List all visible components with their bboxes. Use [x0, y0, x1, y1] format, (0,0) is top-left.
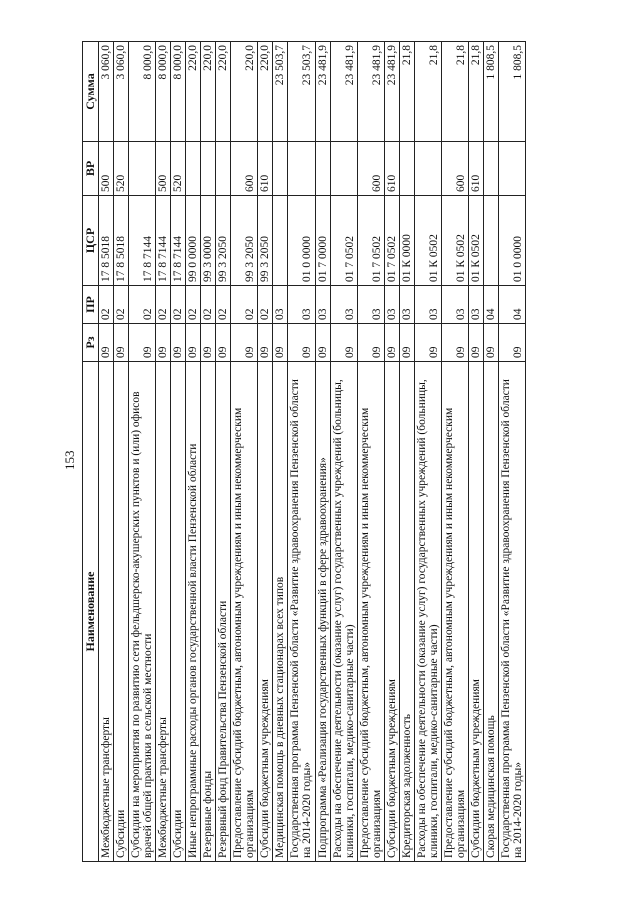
- cell-vr: 500: [155, 142, 170, 196]
- cell-sum: 23 503,7: [273, 42, 288, 142]
- cell-csr: 99 3 2050: [231, 196, 258, 286]
- cell-csr: 01 К 0502: [469, 196, 484, 286]
- table-row: [315, 42, 330, 862]
- cell-sum: 220,0: [216, 42, 231, 142]
- cell-pr: 02: [128, 286, 155, 324]
- cell-csr: 01 7 0502: [384, 196, 399, 286]
- cell-name: Иные непрограммные расходы органов государственной власти Пензенской области: [185, 362, 200, 862]
- header-csr: ЦСР: [83, 196, 99, 286]
- table-row: [216, 42, 231, 862]
- budget-table: [82, 41, 526, 862]
- table-row: [201, 42, 216, 862]
- cell-vr: [499, 142, 526, 196]
- cell-rz: 09: [384, 324, 399, 362]
- cell-rz: 09: [330, 324, 357, 362]
- cell-name: Субсидии на мероприятия по развитию сети фельдшерско-акушерских пунктов и (или) офисов врачей общей практики в сельской местности: [128, 362, 155, 862]
- cell-name: Предоставление субсидий бюджетным, автономным учреждениям и иным некоммерческим организациям: [357, 362, 384, 862]
- cell-sum: 23 503,7: [288, 42, 315, 142]
- table-row: [469, 42, 484, 862]
- cell-pr: 02: [98, 286, 113, 324]
- cell-name: Кредиторская задолженность: [399, 362, 414, 862]
- cell-rz: 09: [273, 324, 288, 362]
- cell-vr: [288, 142, 315, 196]
- cell-pr: 02: [201, 286, 216, 324]
- cell-pr: 02: [113, 286, 128, 324]
- header-pr: ПР: [83, 286, 99, 324]
- cell-name: Субсидии: [113, 362, 128, 862]
- cell-pr: 02: [216, 286, 231, 324]
- cell-csr: 99 3 2050: [216, 196, 231, 286]
- cell-rz: 09: [499, 324, 526, 362]
- table-header-row: [83, 42, 99, 862]
- table-row: [288, 42, 315, 862]
- header-sum: Сумма: [83, 42, 99, 142]
- cell-rz: 09: [185, 324, 200, 362]
- cell-rz: 09: [414, 324, 441, 362]
- cell-pr: 02: [170, 286, 185, 324]
- cell-vr: 520: [113, 142, 128, 196]
- cell-csr: 01 0 0000: [499, 196, 526, 286]
- cell-sum: 21,8: [469, 42, 484, 142]
- cell-sum: 21,8: [414, 42, 441, 142]
- cell-sum: 220,0: [258, 42, 273, 142]
- cell-csr: 17 8 5018: [113, 196, 128, 286]
- table-row: [442, 42, 469, 862]
- cell-pr: 03: [399, 286, 414, 324]
- cell-pr: 03: [442, 286, 469, 324]
- cell-vr: 600: [442, 142, 469, 196]
- cell-csr: 99 3 0000: [201, 196, 216, 286]
- cell-rz: 09: [98, 324, 113, 362]
- cell-pr: 02: [258, 286, 273, 324]
- cell-sum: 220,0: [185, 42, 200, 142]
- cell-rz: 09: [216, 324, 231, 362]
- cell-csr: 17 8 7144: [155, 196, 170, 286]
- cell-rz: 09: [128, 324, 155, 362]
- cell-pr: 03: [469, 286, 484, 324]
- cell-csr: [484, 196, 499, 286]
- cell-sum: 8 000,0: [155, 42, 170, 142]
- cell-name: Субсидии: [170, 362, 185, 862]
- cell-csr: 99 3 2050: [258, 196, 273, 286]
- cell-name: Межбюджетные трансферты: [155, 362, 170, 862]
- cell-name: Резервные фонды: [201, 362, 216, 862]
- cell-rz: 09: [170, 324, 185, 362]
- cell-pr: 04: [499, 286, 526, 324]
- cell-csr: 01 7 0000: [315, 196, 330, 286]
- cell-name: Медицинская помощь в дневных стационарах всех типов: [273, 362, 288, 862]
- cell-csr: 01 0 0000: [288, 196, 315, 286]
- cell-pr: 03: [357, 286, 384, 324]
- cell-sum: 1 808,5: [484, 42, 499, 142]
- cell-vr: 500: [98, 142, 113, 196]
- cell-pr: 03: [288, 286, 315, 324]
- cell-vr: 610: [384, 142, 399, 196]
- cell-csr: 01 К 0502: [442, 196, 469, 286]
- cell-sum: 220,0: [231, 42, 258, 142]
- cell-name: Скорая медицинская помощь: [484, 362, 499, 862]
- cell-vr: 520: [170, 142, 185, 196]
- cell-csr: 17 8 7144: [128, 196, 155, 286]
- cell-sum: 23 481,9: [330, 42, 357, 142]
- cell-sum: 21,8: [442, 42, 469, 142]
- cell-pr: 03: [273, 286, 288, 324]
- cell-sum: 8 000,0: [170, 42, 185, 142]
- cell-vr: [216, 142, 231, 196]
- cell-vr: 600: [231, 142, 258, 196]
- page-number: 153: [62, 450, 77, 470]
- cell-rz: 09: [288, 324, 315, 362]
- cell-csr: [273, 196, 288, 286]
- cell-vr: [128, 142, 155, 196]
- cell-sum: 3 060,0: [113, 42, 128, 142]
- cell-sum: 23 481,9: [384, 42, 399, 142]
- cell-rz: 09: [399, 324, 414, 362]
- cell-name: Субсидии бюджетным учреждениям: [384, 362, 399, 862]
- cell-name: Расходы на обеспечение деятельности (оказание услуг) государственных учреждений (больницы, клиники, госпитали, медико-санитарные части): [414, 362, 441, 862]
- header-name: Наименование: [83, 362, 99, 862]
- cell-sum: 3 060,0: [98, 42, 113, 142]
- table-row: [357, 42, 384, 862]
- table-row: [128, 42, 155, 862]
- cell-pr: 03: [330, 286, 357, 324]
- table-row: [231, 42, 258, 862]
- cell-rz: 09: [315, 324, 330, 362]
- table-row: [170, 42, 185, 862]
- header-vr: ВР: [83, 142, 99, 196]
- cell-vr: [315, 142, 330, 196]
- cell-name: Резервный фонд Правительства Пензенской области: [216, 362, 231, 862]
- cell-csr: 99 0 0000: [185, 196, 200, 286]
- cell-rz: 09: [231, 324, 258, 362]
- table-row: [185, 42, 200, 862]
- cell-vr: [484, 142, 499, 196]
- cell-pr: 03: [315, 286, 330, 324]
- cell-vr: [185, 142, 200, 196]
- table-row: [273, 42, 288, 862]
- cell-sum: 8 000,0: [128, 42, 155, 142]
- cell-name: Предоставление субсидий бюджетным, автономным учреждениям и иным некоммерческим организациям: [231, 362, 258, 862]
- cell-pr: 02: [155, 286, 170, 324]
- cell-csr: 01 К 0000: [399, 196, 414, 286]
- cell-sum: 21,8: [399, 42, 414, 142]
- header-rz: Рз: [83, 324, 99, 362]
- cell-rz: 09: [357, 324, 384, 362]
- table-row: [113, 42, 128, 862]
- table-row: [414, 42, 441, 862]
- cell-csr: 01 7 0502: [357, 196, 384, 286]
- cell-csr: 17 8 5018: [98, 196, 113, 286]
- cell-vr: 610: [258, 142, 273, 196]
- cell-vr: [399, 142, 414, 196]
- cell-name: Государственная программа Пензенской области «Развитие здравоохранения Пензенской области на 2014-2020 годы»: [288, 362, 315, 862]
- cell-sum: 23 481,9: [357, 42, 384, 142]
- cell-name: Субсидии бюджетным учреждениям: [258, 362, 273, 862]
- cell-rz: 09: [201, 324, 216, 362]
- cell-rz: 09: [155, 324, 170, 362]
- cell-name: Субсидии бюджетным учреждениям: [469, 362, 484, 862]
- cell-vr: [330, 142, 357, 196]
- cell-vr: [414, 142, 441, 196]
- cell-vr: [201, 142, 216, 196]
- cell-rz: 09: [258, 324, 273, 362]
- table-row: [399, 42, 414, 862]
- cell-rz: 09: [113, 324, 128, 362]
- table-row: [499, 42, 526, 862]
- cell-name: Подпрограмма «Реализация государственных функций в сфере здравоохранения»: [315, 362, 330, 862]
- cell-vr: 610: [469, 142, 484, 196]
- cell-vr: 600: [357, 142, 384, 196]
- cell-sum: 1 808,5: [499, 42, 526, 142]
- cell-pr: 02: [231, 286, 258, 324]
- cell-name: Расходы на обеспечение деятельности (оказание услуг) государственных учреждений (больницы, клиники, госпитали, медико-санитарные части): [330, 362, 357, 862]
- cell-sum: 23 481,9: [315, 42, 330, 142]
- table-row: [258, 42, 273, 862]
- cell-pr: 03: [384, 286, 399, 324]
- cell-rz: 09: [484, 324, 499, 362]
- table-row: [484, 42, 499, 862]
- cell-name: Предоставление субсидий бюджетным, автономным учреждениям и иным некоммерческим организациям: [442, 362, 469, 862]
- table-row: [155, 42, 170, 862]
- cell-name: Межбюджетные трансферты: [98, 362, 113, 862]
- cell-sum: 220,0: [201, 42, 216, 142]
- table-row: [98, 42, 113, 862]
- cell-rz: 09: [469, 324, 484, 362]
- cell-csr: 17 8 7144: [170, 196, 185, 286]
- rotated-table-wrapper: [82, 42, 574, 862]
- cell-csr: 01 К 0502: [414, 196, 441, 286]
- cell-vr: [273, 142, 288, 196]
- table-row: [330, 42, 357, 862]
- cell-csr: 01 7 0502: [330, 196, 357, 286]
- table-row: [384, 42, 399, 862]
- cell-pr: 03: [414, 286, 441, 324]
- cell-pr: 04: [484, 286, 499, 324]
- cell-pr: 02: [185, 286, 200, 324]
- cell-name: Государственная программа Пензенской области «Развитие здравоохранения Пензенской области на 2014-2020 годы»: [499, 362, 526, 862]
- cell-rz: 09: [442, 324, 469, 362]
